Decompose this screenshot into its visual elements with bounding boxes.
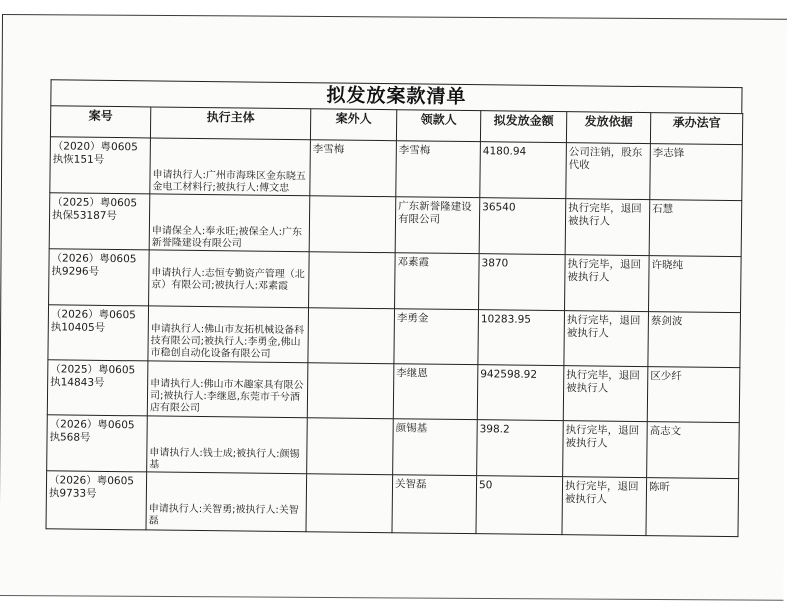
basis-cell: 公司注销，股东代收: [566, 143, 651, 200]
header-case-no: 案号: [50, 106, 150, 138]
case-number-cell: （2025）粤0605执保53187号: [49, 193, 150, 250]
disbursement-list-sheet: [45, 79, 742, 537]
case-number-cell: （2026）粤0605执10405号: [48, 305, 149, 361]
party-cell: [148, 306, 309, 363]
outsider-cell: [308, 308, 395, 364]
header-basis: 发放依据: [566, 112, 650, 144]
party-cell: [147, 416, 308, 474]
party-text: 申请执行人:关智勇;被执行人:关智磊: [148, 503, 299, 527]
party-cell: [147, 361, 308, 418]
header-amount: 拟发放金额: [480, 111, 566, 143]
table-row: [49, 193, 742, 257]
amount-cell: 3870: [479, 254, 566, 311]
judge-cell: 陈昕: [646, 478, 739, 537]
outsider-cell: [307, 418, 394, 475]
amount-cell: 942598.92: [477, 365, 564, 421]
header-judge: 承办法官: [650, 113, 742, 145]
outsider-cell: [307, 363, 394, 419]
party-text: 申请执行人:佛山市木趣家具有限公司;被执行人:李继恩,东莞市千兮酒店有限公司: [149, 378, 304, 415]
payee-cell: 广东新誉隆建设有限公司: [395, 197, 480, 254]
party-text: 申请执行人:钱士成;被执行人:颜锡基: [149, 447, 300, 471]
table-row: [48, 305, 741, 368]
amount-cell: 10283.95: [478, 310, 565, 366]
amount-cell: 50: [476, 476, 563, 535]
payee-cell: 李雪梅: [396, 141, 481, 198]
basis-cell: 执行完毕，退回被执行人: [562, 477, 647, 536]
payee-cell: 颜锡基: [393, 419, 478, 476]
party-text: 申请执行人:志恒专勤资产管理（北京）有限公司;被执行人:邓素霞: [151, 267, 305, 293]
table-row: [47, 415, 740, 479]
outsider-cell: [309, 196, 396, 253]
spacer: [149, 419, 304, 449]
case-number-cell: （2026）粤0605执9296号: [49, 249, 150, 306]
party-text: 申请执行人:广州市海珠区金东晓五金电工材料行;被执行人:傅文忠: [152, 169, 306, 195]
amount-cell: 36540: [479, 198, 566, 255]
basis-cell: 执行完毕，退回被执行人: [565, 255, 650, 312]
party-text: 申请执行人:佛山市友拓机械设备科技有限公司;被执行人:李勇金,佛山市稳创自动化设备有限公司: [150, 323, 305, 360]
payee-cell: 李继恩: [393, 364, 478, 420]
judge-cell: 区少纤: [647, 367, 740, 423]
judge-cell: 高志文: [647, 422, 740, 479]
basis-cell: 执行完毕，退回被执行人: [564, 311, 649, 367]
party-cell: [149, 250, 310, 308]
header-outsider: 案外人: [310, 109, 396, 141]
party-text: 申请保全人:奉永旺;被保全人:广东新誉隆建设有限公司: [151, 225, 303, 250]
table-row: [50, 137, 743, 201]
table-row: [46, 471, 739, 537]
basis-cell: 执行完毕，退回被执行人: [563, 421, 648, 478]
payee-cell: 关智磊: [392, 475, 477, 534]
amount-cell: 4180.94: [480, 142, 567, 199]
payee-cell: 李勇金: [394, 309, 479, 365]
case-number-cell: （2020）粤0605执恢151号: [50, 137, 151, 194]
payee-cell: 邓素霞: [395, 253, 480, 310]
case-number-cell: （2026）粤0605执568号: [47, 415, 148, 472]
judge-cell: 李志锋: [650, 144, 743, 201]
party-cell: [149, 194, 310, 252]
table-row: [47, 360, 740, 423]
scanned-paper: [0, 14, 787, 601]
judge-cell: 石慧: [649, 200, 742, 257]
case-number-cell: （2025）粤0605执14843号: [47, 360, 148, 416]
party-cell: [150, 138, 311, 196]
spacer: [149, 475, 304, 505]
judge-cell: 蔡剑波: [648, 312, 741, 368]
amount-cell: 398.2: [477, 420, 564, 477]
outsider-cell: [306, 474, 393, 533]
spacer: [152, 197, 307, 227]
document-title: 拟发放案款清单: [50, 79, 742, 113]
case-number-cell: （2026）粤0605执9733号: [46, 471, 147, 530]
outsider-cell: 李雪梅: [310, 140, 397, 197]
table-row: [49, 249, 742, 313]
outsider-cell: [309, 252, 396, 309]
header-party: 执行主体: [150, 107, 310, 140]
basis-cell: 执行完毕，退回被执行人: [565, 199, 650, 256]
party-cell: [146, 472, 307, 532]
disbursement-table: [45, 105, 743, 537]
judge-cell: 许晓纯: [649, 256, 742, 313]
spacer: [153, 141, 308, 171]
header-payee: 领款人: [396, 110, 480, 142]
basis-cell: 执行完毕，退回被执行人: [563, 366, 648, 422]
